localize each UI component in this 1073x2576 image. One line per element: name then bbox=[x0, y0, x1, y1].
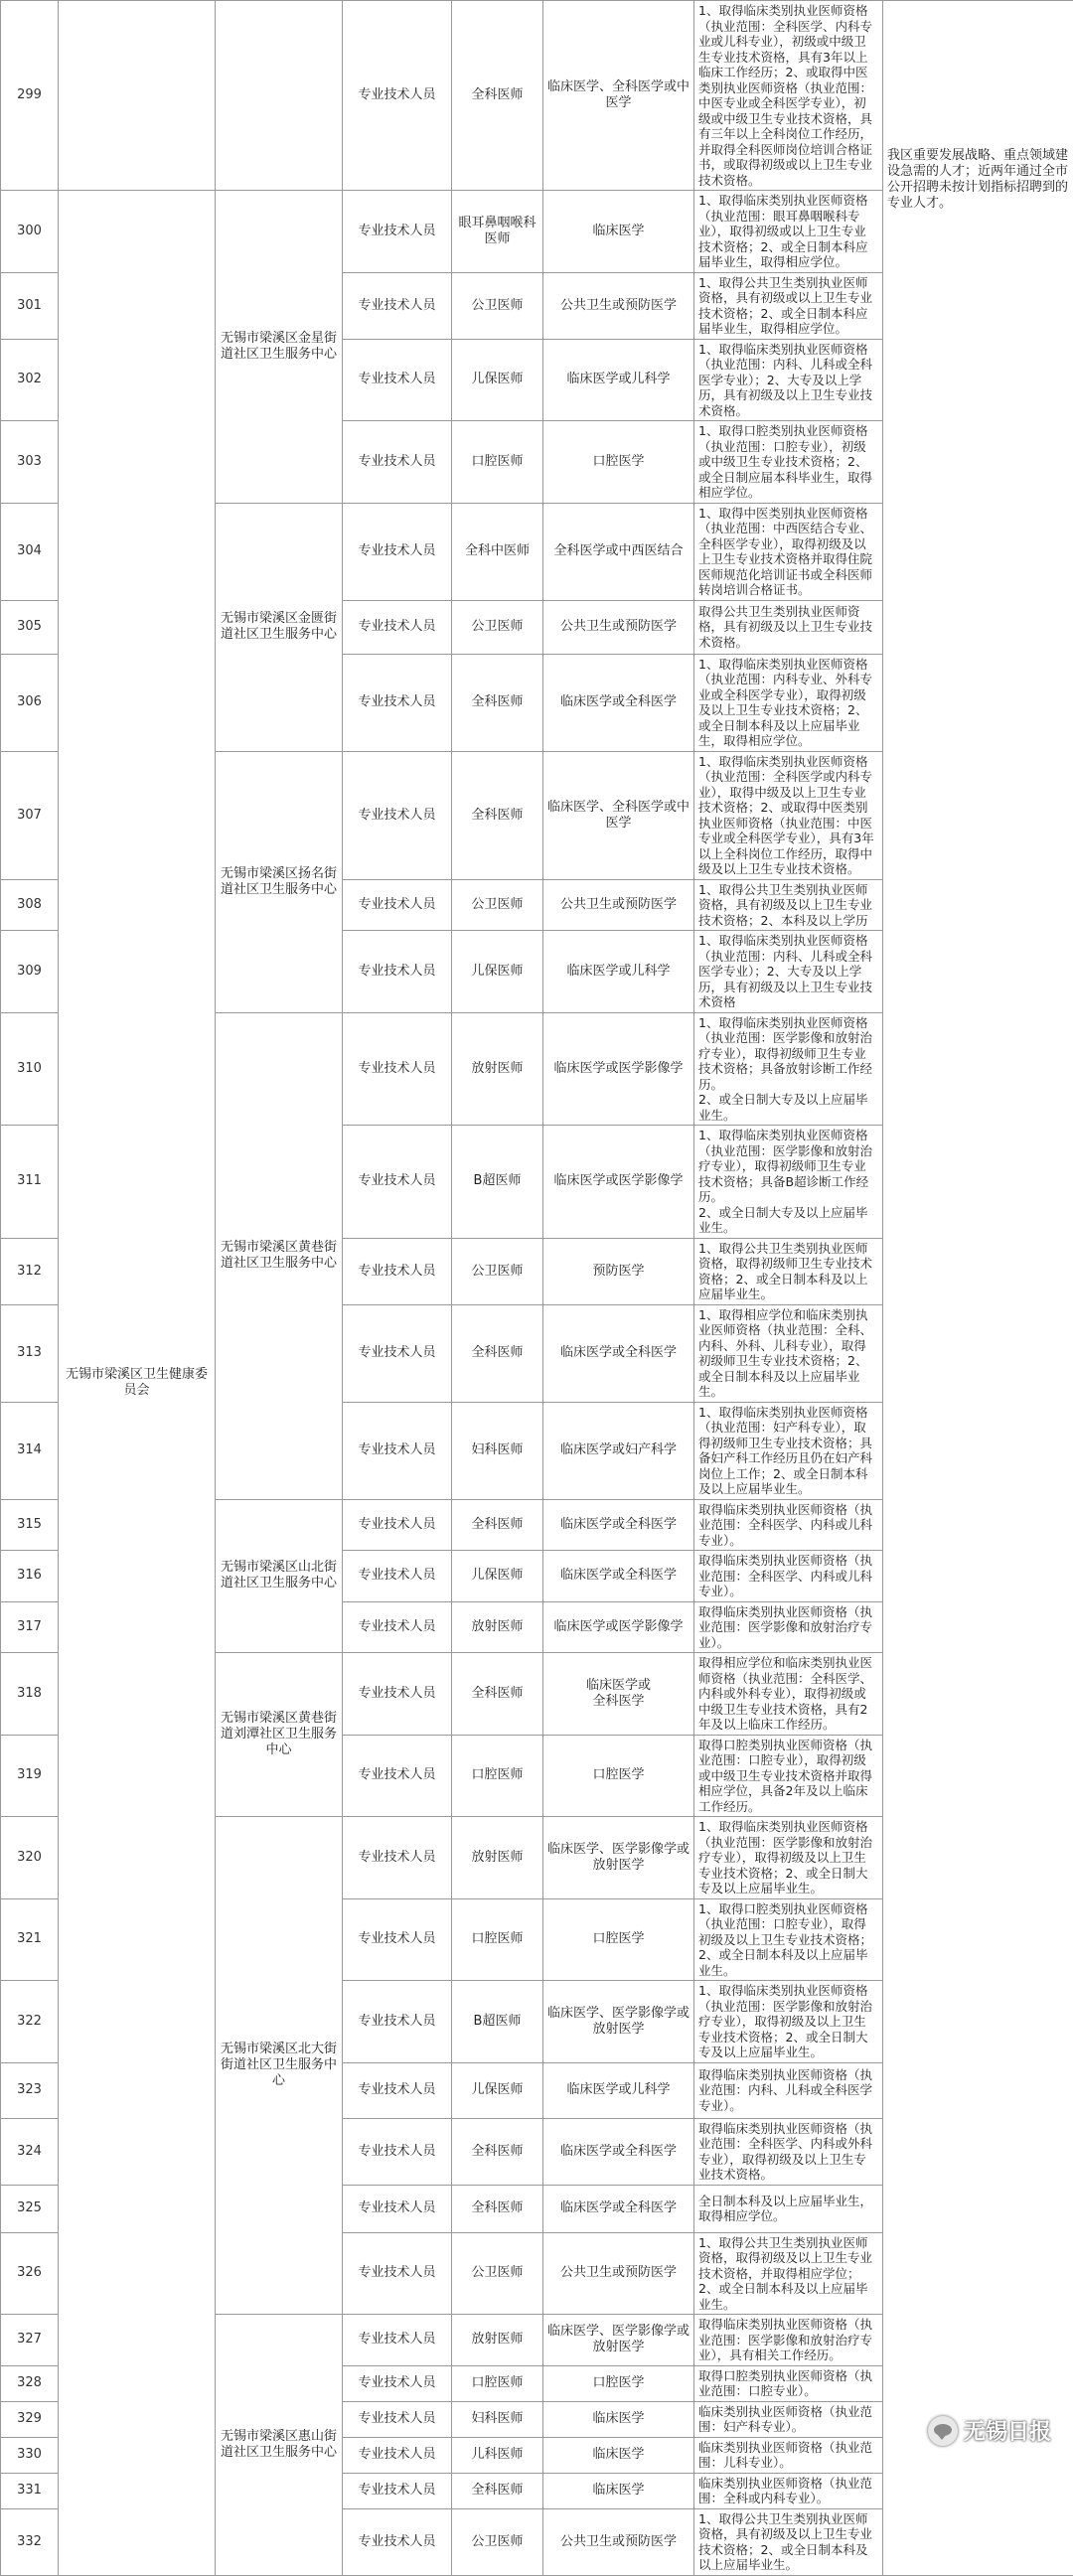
qualification-requirement: 取得临床类别执业医师资格（执业范围：全科医学、内科或儿科专业）。 bbox=[694, 1551, 883, 1602]
unit-name-cell: 无锡市梁溪区惠山街道社区卫生服务中心 bbox=[216, 2315, 343, 2576]
position-type: 专业技术人员 bbox=[343, 1499, 452, 1551]
position-name: 口腔医师 bbox=[452, 1735, 543, 1817]
qualification-requirement: 1、取得公共卫生类别执业医师资格，取得初级及以上卫生专业技术资格，并取得相应学位；2、或全日制本科及以上应届毕业生。 bbox=[694, 2232, 883, 2315]
position-name: 放射医师 bbox=[452, 1012, 543, 1126]
position-type: 专业技术人员 bbox=[343, 2315, 452, 2366]
qualification-requirement: 1、取得临床类别执业医师资格（执业范围：医学影像和放射治疗专业），取得初级及以上卫生专业技术资格；2、或全日制大专及以上应届毕业生。 bbox=[694, 1981, 883, 2063]
wechat-icon bbox=[928, 2416, 958, 2446]
row-number: 314 bbox=[1, 1402, 59, 1499]
position-name: B超医师 bbox=[452, 1126, 543, 1239]
major-requirement: 临床医学或全科医学 bbox=[543, 1499, 694, 1551]
major-requirement: 临床医学或医学影像学 bbox=[543, 1601, 694, 1653]
qualification-requirement: 1、取得相应学位和临床类别执业医师资格（执业范围：全科、内科、外科、儿科专业），取得初级师卫生专业技术资格；2、或全日制本科及以上应届毕业生。 bbox=[694, 1304, 883, 1402]
position-type: 专业技术人员 bbox=[343, 654, 452, 751]
row-number: 328 bbox=[1, 2365, 59, 2401]
row-number: 317 bbox=[1, 1601, 59, 1653]
position-name: 儿科医师 bbox=[452, 2437, 543, 2473]
position-type: 专业技术人员 bbox=[343, 1126, 452, 1239]
position-name: 全科中医师 bbox=[452, 503, 543, 600]
major-requirement: 临床医学 bbox=[543, 2473, 694, 2508]
position-type: 专业技术人员 bbox=[343, 1402, 452, 1499]
major-requirement: 临床医学、全科医学或中医学 bbox=[543, 751, 694, 879]
qualification-requirement: 1、取得临床类别执业医师资格（执业范围：内科、儿科或全科医学专业）；2、大专及以上学历，具有初级及以上卫生专业技术资格 bbox=[694, 931, 883, 1013]
row-number: 330 bbox=[1, 2437, 59, 2473]
position-type: 专业技术人员 bbox=[343, 2062, 452, 2118]
qualification-requirement: 取得临床类别执业医师资格（执业范围：全科医学、内科或外科专业），取得初级及以上卫生专业技术资格。 bbox=[694, 2118, 883, 2185]
qualification-requirement: 1、取得临床类别执业医师资格（执业范围：医学影像和放射治疗专业），取得初级师卫生专业技术资格；具备B超诊断工作经历。 2、或全日制大专及以上应届毕业生。 bbox=[694, 1126, 883, 1239]
row-number: 306 bbox=[1, 654, 59, 751]
table-body bbox=[1, 1, 1073, 2576]
position-type: 专业技术人员 bbox=[343, 2437, 452, 2473]
row-number: 312 bbox=[1, 1238, 59, 1304]
major-requirement: 临床医学或医学影像学 bbox=[543, 1126, 694, 1239]
position-name: 口腔医师 bbox=[452, 2365, 543, 2401]
major-requirement: 临床医学、全科医学或中医学 bbox=[543, 1, 694, 191]
department-cell: 无锡市梁溪区卫生健康委员会 bbox=[59, 191, 216, 2576]
watermark bbox=[928, 2415, 1051, 2446]
position-name: 全科医师 bbox=[452, 1304, 543, 1402]
major-requirement: 临床医学、医学影像学或放射医学 bbox=[543, 1981, 694, 2063]
row-number: 318 bbox=[1, 1653, 59, 1736]
position-type: 专业技术人员 bbox=[343, 2365, 452, 2401]
qualification-requirement: 1、取得临床类别执业医师资格（执业范围：妇产科专业），取得初级师卫生专业技术资格；具备妇产科工作经历且仍在妇产科岗位上工作；2、或全日制本科及以上应届毕业生。 bbox=[694, 1402, 883, 1499]
position-type: 专业技术人员 bbox=[343, 879, 452, 931]
position-type: 专业技术人员 bbox=[343, 1817, 452, 1899]
unit-name-cell: 无锡市梁溪区黄巷街道刘潭社区卫生服务中心 bbox=[216, 1653, 343, 1817]
row-number: 324 bbox=[1, 2118, 59, 2185]
qualification-requirement: 1、取得临床类别执业医师资格（执业范围：内科、儿科或全科医学专业）；2、大专及以上学历，具有初级及以上卫生专业技术资格。 bbox=[694, 339, 883, 421]
unit-name-cell: 无锡市梁溪区金星街道社区卫生服务中心 bbox=[216, 191, 343, 504]
row-number: 310 bbox=[1, 1012, 59, 1126]
position-type: 专业技术人员 bbox=[343, 1981, 452, 2063]
position-type: 专业技术人员 bbox=[343, 2508, 452, 2575]
position-name: 全科医师 bbox=[452, 1653, 543, 1736]
position-name: 儿保医师 bbox=[452, 1551, 543, 1602]
position-name: 放射医师 bbox=[452, 2315, 543, 2366]
position-type: 专业技术人员 bbox=[343, 2118, 452, 2185]
row-number: 299 bbox=[1, 1, 59, 191]
position-type: 专业技术人员 bbox=[343, 2473, 452, 2508]
qualification-requirement: 临床类别执业医师资格（执业范围：全科或内科专业）。 bbox=[694, 2473, 883, 2508]
row-number: 304 bbox=[1, 503, 59, 600]
position-type: 专业技术人员 bbox=[343, 1551, 452, 1602]
position-name: 妇科医师 bbox=[452, 1402, 543, 1499]
row-number: 315 bbox=[1, 1499, 59, 1551]
position-type: 专业技术人员 bbox=[343, 2232, 452, 2315]
qualification-requirement: 取得口腔类别执业医师资格（执业范围：口腔专业）。 bbox=[694, 2365, 883, 2401]
qualification-requirement: 临床类别执业医师资格（执业范围：儿科专业）。 bbox=[694, 2437, 883, 2473]
position-name: 全科医师 bbox=[452, 1, 543, 191]
position-name: 妇科医师 bbox=[452, 2401, 543, 2437]
position-type: 专业技术人员 bbox=[343, 2185, 452, 2232]
qualification-requirement: 取得口腔类别执业医师资格（执业范围：口腔专业），取得初级或中级卫生专业技术资格并取得相应学位，具备2年及以上临床工作经历。 bbox=[694, 1735, 883, 1817]
row-number: 319 bbox=[1, 1735, 59, 1817]
qualification-requirement: 临床类别执业医师资格（执业范围：妇产科专业）。 bbox=[694, 2401, 883, 2437]
major-requirement: 临床医学 bbox=[543, 2437, 694, 2473]
position-type: 专业技术人员 bbox=[343, 1, 452, 191]
major-requirement: 临床医学或妇产科学 bbox=[543, 1402, 694, 1499]
row-number: 323 bbox=[1, 2062, 59, 2118]
table-row bbox=[1, 1, 1073, 191]
major-requirement: 临床医学或儿科学 bbox=[543, 2062, 694, 2118]
qualification-requirement: 取得相应学位和临床类别执业医师资格（执业范围：全科医学、内科或外科专业），取得初级或中级卫生专业技术资格，具有2年及以上临床工作经历。 bbox=[694, 1653, 883, 1736]
major-requirement: 口腔医学 bbox=[543, 1898, 694, 1981]
row-number: 321 bbox=[1, 1898, 59, 1981]
row-number: 320 bbox=[1, 1817, 59, 1899]
row-number: 316 bbox=[1, 1551, 59, 1602]
position-name: 眼耳鼻咽喉科医师 bbox=[452, 191, 543, 273]
row-number: 332 bbox=[1, 2508, 59, 2575]
major-requirement: 公共卫生或预防医学 bbox=[543, 600, 694, 654]
position-name: 口腔医师 bbox=[452, 421, 543, 504]
major-requirement: 临床医学 bbox=[543, 191, 694, 273]
position-name: 口腔医师 bbox=[452, 1898, 543, 1981]
position-name: 全科医师 bbox=[452, 2185, 543, 2232]
unit-name-cell bbox=[216, 1, 343, 191]
unit-name-cell: 无锡市梁溪区金匮街道社区卫生服务中心 bbox=[216, 503, 343, 751]
row-number: 311 bbox=[1, 1126, 59, 1239]
major-requirement: 全科医学或中西医结合 bbox=[543, 503, 694, 600]
unit-name-cell: 无锡市梁溪区北大街街道社区卫生服务中心 bbox=[216, 1817, 343, 2315]
unit-name-cell: 无锡市梁溪区山北街道社区卫生服务中心 bbox=[216, 1499, 343, 1653]
row-number: 303 bbox=[1, 421, 59, 504]
row-number: 326 bbox=[1, 2232, 59, 2315]
position-name: 全科医师 bbox=[452, 1499, 543, 1551]
row-number: 307 bbox=[1, 751, 59, 879]
major-requirement: 口腔医学 bbox=[543, 2365, 694, 2401]
qualification-requirement: 1、取得口腔类别执业医师资格（执业范围：口腔专业），取得初级及以上卫生专业技术资格；2、或全日制本科及以上应届毕业生。 bbox=[694, 1898, 883, 1981]
major-requirement: 临床医学或全科医学 bbox=[543, 2118, 694, 2185]
position-type: 专业技术人员 bbox=[343, 931, 452, 1013]
position-name: 公卫医师 bbox=[452, 1238, 543, 1304]
major-requirement: 临床医学或全科医学 bbox=[543, 1551, 694, 1602]
major-requirement: 公共卫生或预防医学 bbox=[543, 879, 694, 931]
qualification-requirement: 1、取得临床类别执业医师资格（执业范围：全科医学或内科专业），取得中级及以上卫生专业技术资格；2、或取得中医类别执业医师资格（执业范围：中医专业或全科医学专业），具有3年以上全科岗位工作经历，取得中级及以上卫生专业技术资格。 bbox=[694, 751, 883, 879]
position-name: 公卫医师 bbox=[452, 600, 543, 654]
major-requirement: 临床医学或儿科学 bbox=[543, 339, 694, 421]
position-type: 专业技术人员 bbox=[343, 1898, 452, 1981]
position-name: 全科医师 bbox=[452, 654, 543, 751]
position-type: 专业技术人员 bbox=[343, 503, 452, 600]
major-requirement: 临床医学或儿科学 bbox=[543, 931, 694, 1013]
qualification-requirement: 1、取得临床类别执业医师资格（执业范围：眼耳鼻咽喉科专业），取得初级或以上卫生专业技术资格；2、或全日制本科应届毕业生，取得相应学位。 bbox=[694, 191, 883, 273]
position-type: 专业技术人员 bbox=[343, 751, 452, 879]
qualification-requirement: 1、取得公共卫生类别执业医师资格，具有初级及以上卫生专业技术资格；2、本科及以上学历 bbox=[694, 879, 883, 931]
position-name: 公卫医师 bbox=[452, 2508, 543, 2575]
major-requirement: 临床医学或全科医学 bbox=[543, 2185, 694, 2232]
major-requirement: 口腔医学 bbox=[543, 421, 694, 504]
position-type: 专业技术人员 bbox=[343, 1238, 452, 1304]
position-name: 儿保医师 bbox=[452, 2062, 543, 2118]
row-number: 309 bbox=[1, 931, 59, 1013]
position-type: 专业技术人员 bbox=[343, 600, 452, 654]
position-name: 放射医师 bbox=[452, 1601, 543, 1653]
major-requirement: 临床医学或 全科医学 bbox=[543, 1653, 694, 1736]
qualification-requirement: 1、取得中医类别执业医师资格（执业范围：中西医结合专业、全科医学专业），取得初级及以上卫生专业技术资格并取得住院医师规范化培训证书或全科医师转岗培训合格证书。 bbox=[694, 503, 883, 600]
qualification-requirement: 1、取得临床类别执业医师资格（执业范围：内科专业、外科专业或全科医学专业），取得初级及以上卫生专业技术资格；2、或全日制本科及以上应届毕业生，取得相应学位。 bbox=[694, 654, 883, 751]
row-number: 301 bbox=[1, 272, 59, 339]
qualification-requirement: 1、取得公共卫生类别执业医师资格，具有初级及以上卫生专业技术资格；2、或全日制本科及以上应届毕业生。 bbox=[694, 2508, 883, 2575]
row-number: 331 bbox=[1, 2473, 59, 2508]
major-requirement: 公共卫生或预防医学 bbox=[543, 2508, 694, 2575]
unit-name-cell: 无锡市梁溪区黄巷街道社区卫生服务中心 bbox=[216, 1012, 343, 1499]
major-requirement: 临床医学、医学影像学或放射医学 bbox=[543, 1817, 694, 1899]
major-requirement: 临床医学、医学影像学或放射医学 bbox=[543, 2315, 694, 2366]
qualification-requirement: 取得临床类别执业医师资格（执业范围：内科、儿科或全科医学专业）。 bbox=[694, 2062, 883, 2118]
department-cell-top bbox=[59, 1, 216, 191]
major-requirement: 公共卫生或预防医学 bbox=[543, 2232, 694, 2315]
position-name: 公卫医师 bbox=[452, 2232, 543, 2315]
qualification-requirement: 取得临床类别执业医师资格（执业范围：医学影像和放射治疗专业）。 bbox=[694, 1601, 883, 1653]
qualification-requirement: 取得临床类别执业医师资格（执业范围：全科医学、内科或儿科专业）。 bbox=[694, 1499, 883, 1551]
position-type: 专业技术人员 bbox=[343, 339, 452, 421]
row-number: 322 bbox=[1, 1981, 59, 2063]
unit-name-cell: 无锡市梁溪区扬名街道社区卫生服务中心 bbox=[216, 751, 343, 1012]
position-name: 公卫医师 bbox=[452, 272, 543, 339]
qualification-requirement: 全日制本科及以上应届毕业生，取得相应学位。 bbox=[694, 2185, 883, 2232]
position-type: 专业技术人员 bbox=[343, 2401, 452, 2437]
position-name: 公卫医师 bbox=[452, 879, 543, 931]
major-requirement: 临床医学或全科医学 bbox=[543, 654, 694, 751]
watermark-text: 无锡日报 bbox=[964, 2415, 1051, 2446]
row-number: 308 bbox=[1, 879, 59, 931]
qualification-requirement: 1、取得公共卫生类别执业医师资格，取得初级师卫生专业技术资格；2、或全日制本科及以上应届毕业生。 bbox=[694, 1238, 883, 1304]
position-name: 儿保医师 bbox=[452, 931, 543, 1013]
position-name: 全科医师 bbox=[452, 2473, 543, 2508]
row-number: 313 bbox=[1, 1304, 59, 1402]
position-type: 专业技术人员 bbox=[343, 1735, 452, 1817]
row-number: 305 bbox=[1, 600, 59, 654]
major-requirement: 口腔医学 bbox=[543, 1735, 694, 1817]
position-name: 全科医师 bbox=[452, 2118, 543, 2185]
position-type: 专业技术人员 bbox=[343, 1601, 452, 1653]
position-name: 儿保医师 bbox=[452, 339, 543, 421]
position-type: 专业技术人员 bbox=[343, 272, 452, 339]
major-requirement: 公共卫生或预防医学 bbox=[543, 272, 694, 339]
position-name: B超医师 bbox=[452, 1981, 543, 2063]
row-number: 329 bbox=[1, 2401, 59, 2437]
position-type: 专业技术人员 bbox=[343, 1012, 452, 1126]
qualification-requirement: 1、取得临床类别执业医师资格（执业范围：医学影像和放射治疗专业），取得初级师卫生专业技术资格；具备放射诊断工作经历。 2、或全日制大专及以上应届毕业生。 bbox=[694, 1012, 883, 1126]
position-name: 全科医师 bbox=[452, 751, 543, 879]
position-type: 专业技术人员 bbox=[343, 421, 452, 504]
remark-cell: 我区重要发展战略、重点领域建设急需的人才；近两年通过全市公开招聘未按计划指标招聘到的专业人才。 bbox=[883, 1, 1073, 2576]
major-requirement: 预防医学 bbox=[543, 1238, 694, 1304]
major-requirement: 临床医学或医学影像学 bbox=[543, 1012, 694, 1126]
major-requirement: 临床医学 bbox=[543, 2401, 694, 2437]
position-type: 专业技术人员 bbox=[343, 191, 452, 273]
position-type: 专业技术人员 bbox=[343, 1304, 452, 1402]
row-number: 327 bbox=[1, 2315, 59, 2366]
position-type: 专业技术人员 bbox=[343, 1653, 452, 1736]
qualification-requirement: 1、取得临床类别执业医师资格（执业范围：医学影像和放射治疗专业），取得初级及以上卫生专业技术资格；2、或全日制大专及以上应届毕业生。 bbox=[694, 1817, 883, 1899]
row-number: 302 bbox=[1, 339, 59, 421]
qualification-requirement: 取得临床类别执业医师资格（执业范围：医学影像和放射治疗专业），具有相关工作经历。 bbox=[694, 2315, 883, 2366]
qualification-requirement: 取得公共卫生类别执业医师资格，具有初级及以上卫生专业技术资格。 bbox=[694, 600, 883, 654]
position-name: 放射医师 bbox=[452, 1817, 543, 1899]
row-number: 300 bbox=[1, 191, 59, 273]
qualification-requirement: 1、取得临床类别执业医师资格（执业范围：全科医学、内科专业或儿科专业），初级或中级卫生专业技术资格，具有3年以上临床工作经历；2、或取得中医类别执业医师资格（执业范围：中医专业或全科医学专业），初级或中级卫生专业技术资格，具有三年以上全科岗位工作经历，并取得全科医师岗位培训合格证书，或取得初级或以上卫生专业技术资格。 bbox=[694, 1, 883, 191]
major-requirement: 临床医学或全科医学 bbox=[543, 1304, 694, 1402]
qualification-requirement: 1、取得公共卫生类别执业医师资格，具有初级或以上卫生专业技术资格；2、或全日制本科应届毕业生，取得相应学位。 bbox=[694, 272, 883, 339]
row-number: 325 bbox=[1, 2185, 59, 2232]
qualification-requirement: 1、取得口腔类别执业医师资格（执业范围：口腔专业），初级或中级卫生专业技术资格；2、或全日制应届本科毕业生，取得相应学位。 bbox=[694, 421, 883, 504]
